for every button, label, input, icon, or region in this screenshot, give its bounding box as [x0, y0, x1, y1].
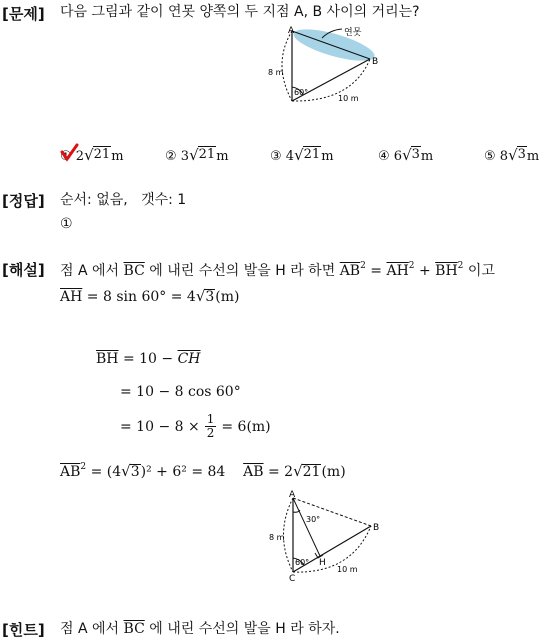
answer-tag: [정답] — [2, 192, 45, 210]
bh-line-1: $\overline{BH} = 10 - \overline{CH}$ — [96, 351, 201, 367]
choice-4[interactable]: ④ 6 √ 3 m — [378, 146, 434, 164]
label-pond: 연못 — [344, 28, 362, 38]
solution-tag: [해설] — [2, 261, 45, 279]
arc-ac — [284, 498, 294, 572]
solution-line-1: 점 A 에서 $\overline{BC}$ 에 내린 수선의 발을 H 라 하면 $\overline{AB}^2 = \overline{AH}^2 + \overline{BH}^2$ 이고 — [60, 261, 495, 279]
label-cb: 10 m — [337, 565, 358, 574]
check-icon — [59, 143, 79, 163]
choice-5[interactable]: ⑤ 8 √ 3 m — [484, 146, 540, 164]
solution-line-2: $\overline{AH} = 8$ sin 60° = 4 √ 3 (m) — [60, 287, 240, 305]
problem-tag: [문제] — [2, 5, 45, 23]
label-h: H — [319, 558, 326, 568]
choice-3[interactable]: ③ 4 √ 21 m — [270, 146, 334, 164]
question-text: 다음 그림과 같이 연못 양쪽의 두 지점 A, B 사이의 거리는? — [60, 4, 420, 20]
hint-text: 점 A 에서 $\overline{BC}$ 에 내린 수선의 발을 H 라 하자. — [60, 621, 340, 637]
label-cb: 10 m — [338, 94, 359, 103]
pond-figure — [262, 24, 392, 114]
choice-1[interactable]: ① 2 √ 21 m — [60, 146, 124, 164]
label-angle-c: 60° — [295, 558, 310, 567]
arc-ac — [282, 31, 292, 101]
choice-2[interactable]: ② 3 √ 21 m — [165, 146, 229, 164]
label-a: A — [288, 26, 295, 36]
label-c: C — [289, 574, 296, 584]
seg-ah — [293, 498, 320, 556]
bh-line-2: = 10 − 8 cos 60° — [120, 384, 241, 400]
label-b: B — [372, 57, 379, 67]
answer-value: ① — [60, 216, 73, 232]
answer-meta: 순서: 없음, 갯수: 1 — [60, 192, 187, 208]
hint-tag: [힌트] — [2, 621, 45, 639]
solution-final: $\overline{AB}^2 = (4$ √ 3 )² + 6² = 84 $\overline{AB} = 2$ √ 21 (m) — [60, 462, 346, 480]
label-a: A — [289, 490, 296, 500]
label-ac: 8 m — [269, 533, 285, 542]
label-angle-a: 30° — [306, 515, 321, 524]
bh-line-3: = 10 − 8 × $\frac{1}{2}$ = 6(m) — [120, 412, 271, 441]
label-b: B — [373, 523, 380, 533]
label-ac: 8 m — [268, 68, 284, 77]
label-angle: 60° — [294, 88, 309, 97]
seg-ab — [293, 498, 371, 526]
solution-figure — [266, 488, 386, 584]
